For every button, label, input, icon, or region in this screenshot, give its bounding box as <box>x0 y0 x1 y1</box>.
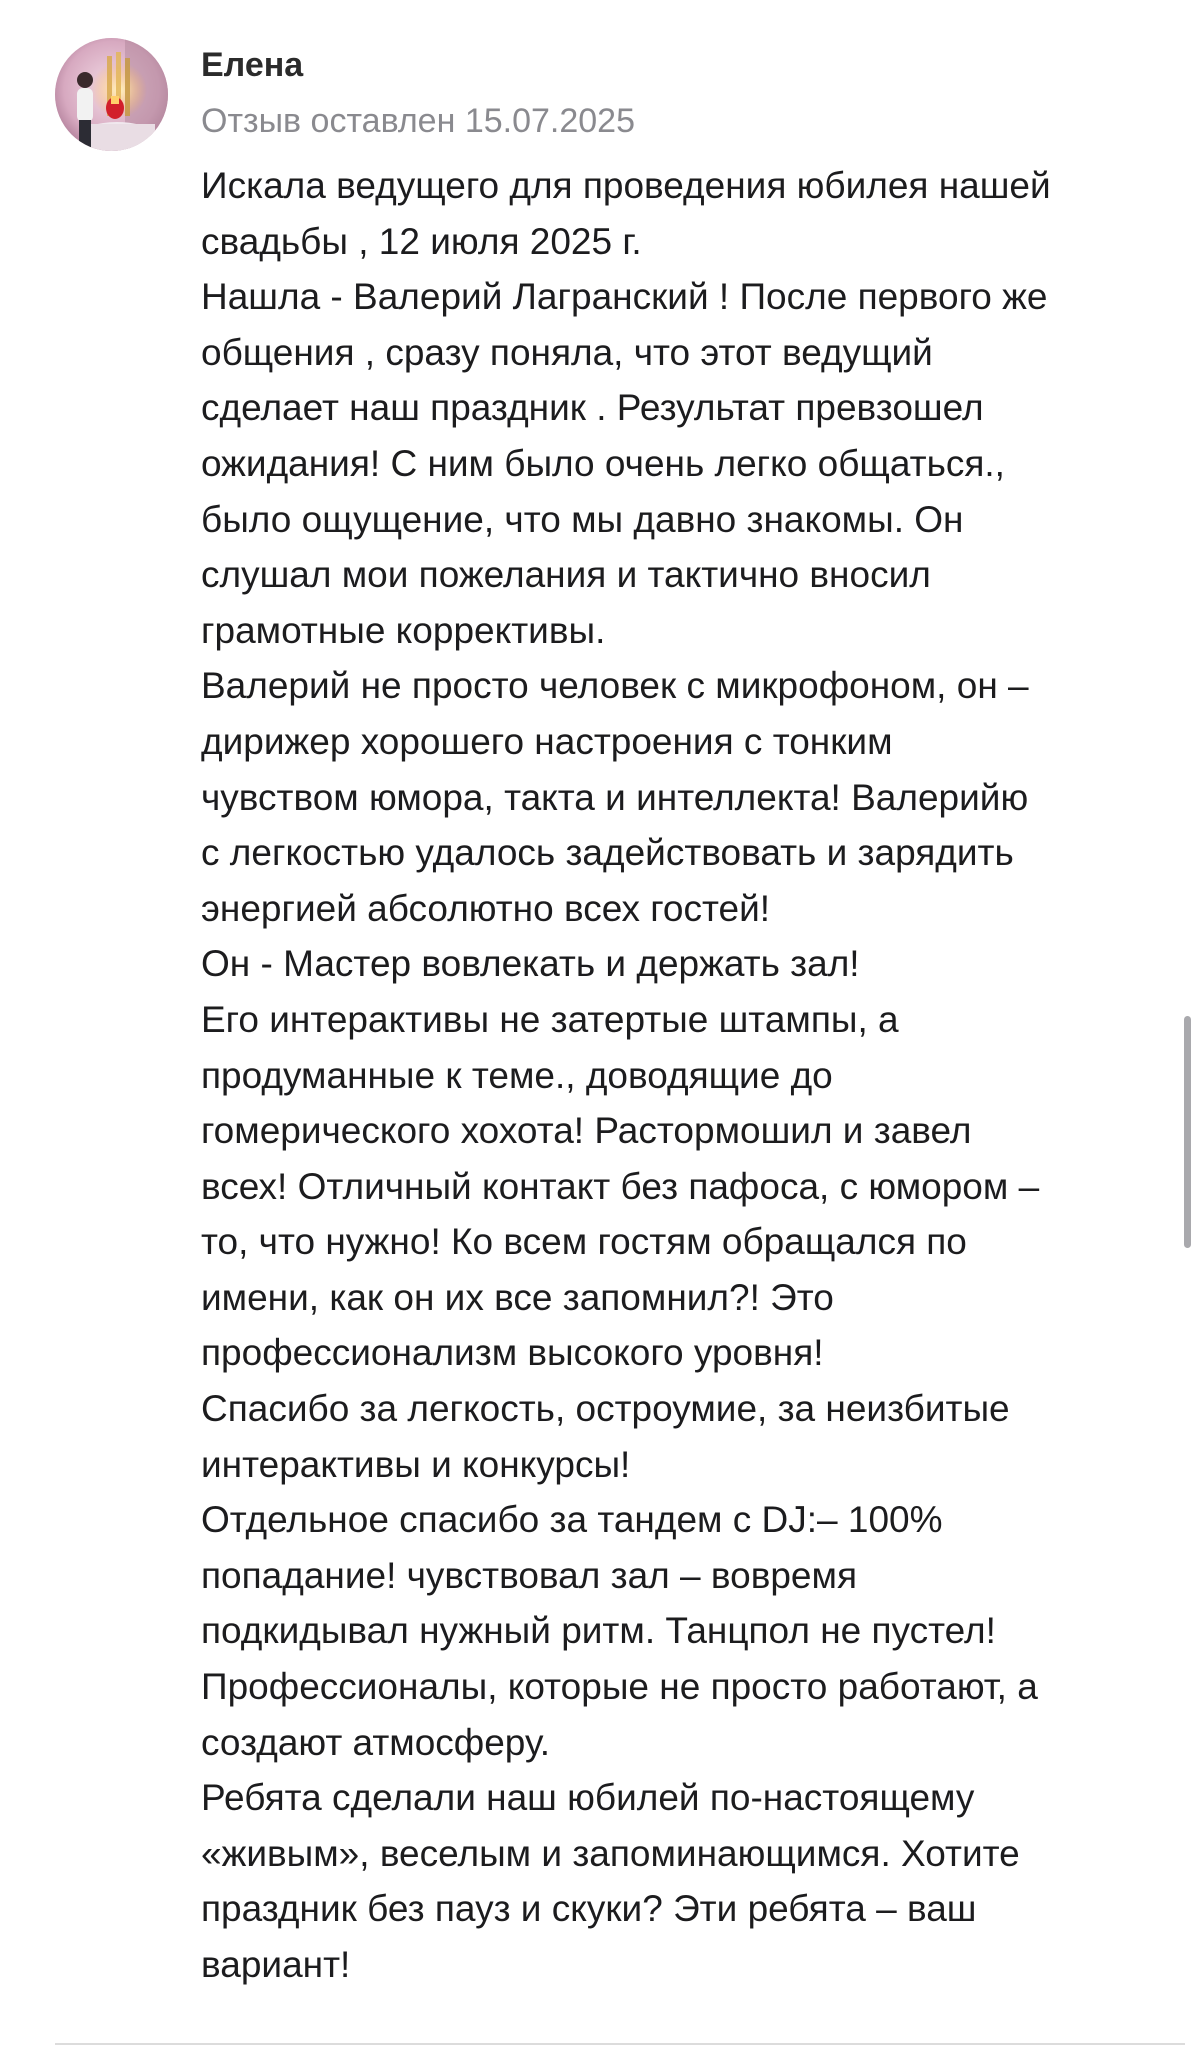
review-text-line: сделает наш праздник . Результат превзошел <box>201 387 984 429</box>
review-date: Отзыв оставлен 15.07.2025 <box>201 102 635 140</box>
review-text-line: Искала ведущего для проведения юбилея нашей <box>201 165 1051 206</box>
author-name: Елена <box>201 46 304 84</box>
review-text-line: Отдельное спасибо за тандем с DJ:– 100% <box>201 1499 943 1541</box>
avatar[interactable] <box>55 38 168 151</box>
review-text-line: с легкостью удалось задействовать и зарядить <box>201 832 1014 874</box>
review-text-line: ожидания! С ним было очень легко общаться., <box>201 442 1005 484</box>
scrollbar-thumb[interactable] <box>1184 1016 1191 1248</box>
review-text-line: интерактивы и конкурсы! <box>201 1443 631 1485</box>
review-text-line: Он - Мастер вовлекать и держать зал! <box>201 943 860 985</box>
review-text-line: энергией абсолютно всех гостей! <box>201 887 771 929</box>
review-text <box>201 158 1161 1993</box>
review-text-line: создают атмосферу. <box>201 1721 551 1763</box>
review-text-line: праздник без пауз и скуки? Эти ребята – ваш <box>201 1888 977 1930</box>
review-text-line: Ребята сделали наш юбилей по-настоящему <box>201 1777 975 1819</box>
review-text-line: Спасибо за легкость, остроумие, за неизбитые <box>201 1388 1010 1430</box>
review-text-line: гомерического хохота! Растормошил и завел <box>201 1110 972 1152</box>
review-text-line: Его интерактивы не затертые штампы, а <box>201 998 899 1040</box>
review-text-line: было ощущение, что мы давно знакомы. Он <box>201 498 964 540</box>
review-text-line: дирижер хорошего настроения с тонким <box>201 720 893 762</box>
review-text-line: профессионализм высокого уровня! <box>201 1332 824 1374</box>
divider <box>55 2043 1185 2045</box>
review-text-line: общения , сразу поняла, что этот ведущий <box>201 331 933 373</box>
review-text-line: Валерий не просто человек с микрофоном, он – <box>201 665 1029 707</box>
review-text-line: слушал мои пожелания и тактично вносил <box>201 554 931 596</box>
review-text-line: грамотные коррективы. <box>201 609 606 651</box>
review-text-line: всех! Отличный контакт без пафоса, с юмором – <box>201 1165 1040 1207</box>
review-text-line: подкидывал нужный ритм. Танцпол не пустел! <box>201 1610 996 1652</box>
review-text-line: свадьбы , 12 июля 2025 г. <box>201 220 642 262</box>
review-text-line: то, что нужно! Ко всем гостям обращался по <box>201 1221 967 1263</box>
user-photo-icon <box>55 38 168 151</box>
review-text-line: Профессионалы, которые не просто работают, а <box>201 1666 1038 1708</box>
review-text-line: продуманные к теме., доводящие до <box>201 1054 833 1096</box>
review-text-line: попадание! чувствовал зал – вовремя <box>201 1554 857 1596</box>
review-text-line: «живым», веселым и запоминающимся. Хотите <box>201 1832 1020 1874</box>
review-text-line: вариант! <box>201 1944 351 1985</box>
review-text-line: имени, как он их все запомнил?! Это <box>201 1276 834 1318</box>
review-text-line: чувством юмора, такта и интеллекта! Валерийю <box>201 776 1029 818</box>
review-text-line: Нашла - Валерий Лагранский ! После первого же <box>201 276 1048 318</box>
